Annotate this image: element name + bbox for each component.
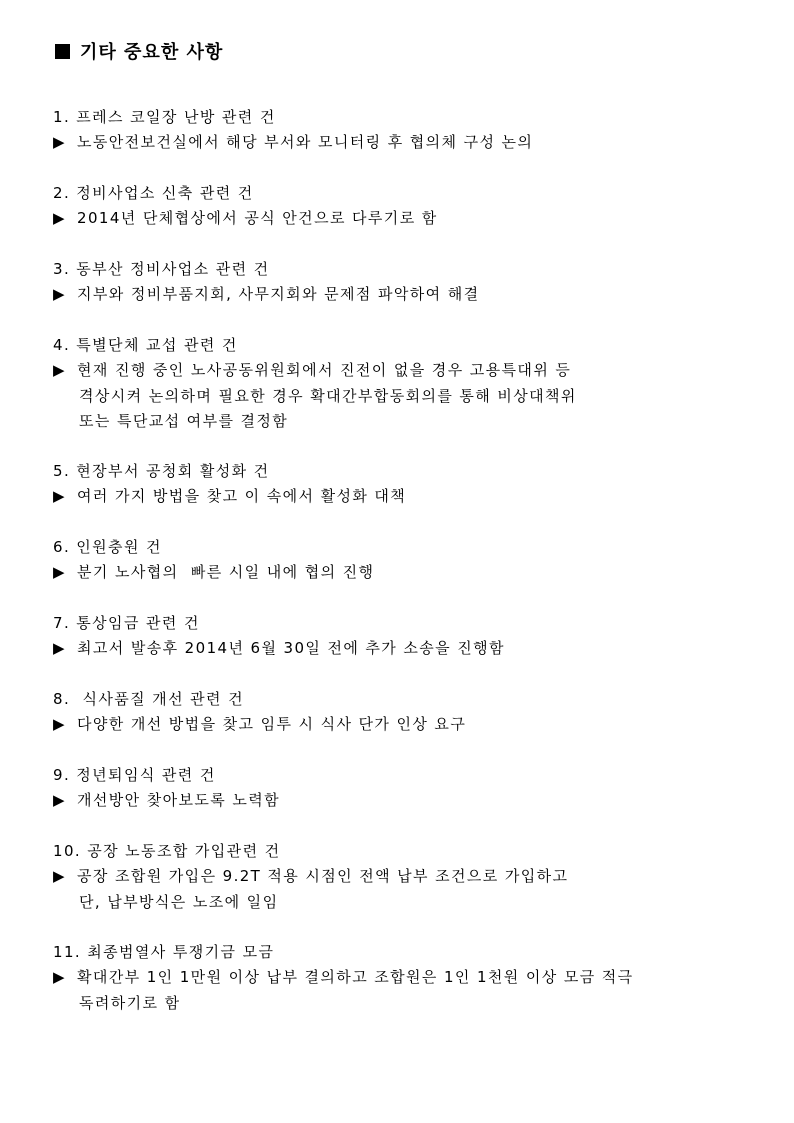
- section-heading-title: 기타 중요한 사항: [80, 42, 224, 63]
- agenda-item-title: 8. 식사품질 개선 관련 건: [53, 690, 244, 708]
- agenda-item-result-text: 공장 조합원 가입은 9.2T 적용 시점인 전액 납부 조건으로 가입하고: [77, 867, 569, 886]
- arrow-bullet-icon: ▶: [53, 791, 66, 810]
- agenda-item-result-continuation: 단, 납부방식은 노조에 일임: [79, 892, 279, 911]
- agenda-item-title: 11. 최종범열사 투쟁기금 모금: [53, 943, 275, 961]
- agenda-item-result-text: 최고서 발송후 2014년 6월 30일 전에 추가 소송을 진행함: [77, 639, 505, 658]
- agenda-item-result-text: 분기 노사협의 빠른 시일 내에 협의 진행: [77, 563, 375, 582]
- agenda-item-result: [53, 358, 753, 383]
- agenda-item: [53, 181, 753, 257]
- square-bullet-icon: [55, 44, 70, 59]
- arrow-bullet-icon: ▶: [53, 487, 66, 506]
- agenda-item-result-text: 2014년 단체협상에서 공식 안건으로 다루기로 함: [77, 209, 438, 228]
- agenda-item-result-text: 여러 가지 방법을 찾고 이 속에서 활성화 대책: [77, 487, 407, 506]
- agenda-item-result-text: 노동안전보건실에서 해당 부서와 모니터링 후 협의체 구성 논의: [77, 133, 534, 152]
- agenda-item-title: 3. 동부산 정비사업소 관련 건: [53, 260, 270, 278]
- agenda-item-title: 2. 정비사업소 신축 관련 건: [53, 184, 254, 202]
- agenda-item-result: [53, 788, 753, 813]
- agenda-item: [53, 535, 753, 611]
- agenda-item-result-continuation: 또는 특단교섭 여부를 결정함: [79, 411, 289, 430]
- agenda-item: [53, 333, 753, 459]
- agenda-item-title: 4. 특별단체 교섭 관련 건: [53, 336, 238, 354]
- agenda-item-result-text: 개선방안 찾아보도록 노력함: [77, 791, 281, 810]
- arrow-bullet-icon: ▶: [53, 285, 66, 304]
- agenda-item-result: [53, 484, 753, 509]
- agenda-item-result-text: 확대간부 1인 1만원 이상 납부 결의하고 조합원은 1인 1천원 이상 모금 적극: [77, 968, 634, 987]
- agenda-list: [53, 105, 753, 1041]
- agenda-item-result: [53, 130, 753, 155]
- section-heading: [55, 38, 223, 64]
- agenda-item-result: [53, 206, 753, 231]
- arrow-bullet-icon: ▶: [53, 715, 66, 734]
- agenda-item-title: 5. 현장부서 공청회 활성화 건: [53, 462, 270, 480]
- agenda-item: [53, 257, 753, 333]
- agenda-item-title: 10. 공장 노동조합 가입관련 건: [53, 842, 281, 860]
- agenda-item: [53, 839, 753, 940]
- agenda-item: [53, 763, 753, 839]
- agenda-item-result: [53, 712, 753, 737]
- arrow-bullet-icon: ▶: [53, 209, 66, 228]
- agenda-item-title: 1. 프레스 코일장 난방 관련 건: [53, 108, 276, 126]
- agenda-item-result: [53, 965, 753, 990]
- agenda-item: [53, 687, 753, 763]
- agenda-item: [53, 940, 753, 1041]
- arrow-bullet-icon: ▶: [53, 639, 66, 658]
- agenda-item: [53, 611, 753, 687]
- agenda-item-result: [53, 282, 753, 307]
- arrow-bullet-icon: ▶: [53, 968, 66, 987]
- agenda-item-result-text: 지부와 정비부품지회, 사무지회와 문제점 파악하여 해결: [77, 285, 480, 304]
- arrow-bullet-icon: ▶: [53, 361, 66, 380]
- agenda-item-result-continuation: 격상시켜 논의하며 필요한 경우 확대간부합동회의를 통해 비상대책위: [79, 386, 577, 405]
- arrow-bullet-icon: ▶: [53, 133, 66, 152]
- agenda-item-result: [53, 560, 753, 585]
- agenda-item: [53, 459, 753, 535]
- agenda-item-result-text: 현재 진행 중인 노사공동위원회에서 진전이 없을 경우 고용특대위 등: [77, 361, 572, 380]
- agenda-item: [53, 105, 753, 181]
- agenda-item-title: 6. 인원충원 건: [53, 538, 162, 556]
- agenda-item-result: [53, 636, 753, 661]
- arrow-bullet-icon: ▶: [53, 563, 66, 582]
- agenda-item-result: [53, 864, 753, 889]
- agenda-item-result-continuation: 독려하기로 함: [79, 993, 181, 1012]
- agenda-item-title: 7. 통상임금 관련 건: [53, 614, 200, 632]
- arrow-bullet-icon: ▶: [53, 867, 66, 886]
- agenda-item-title: 9. 정년퇴임식 관련 건: [53, 766, 216, 784]
- agenda-item-result-text: 다양한 개선 방법을 찾고 임투 시 식사 단가 인상 요구: [77, 715, 467, 734]
